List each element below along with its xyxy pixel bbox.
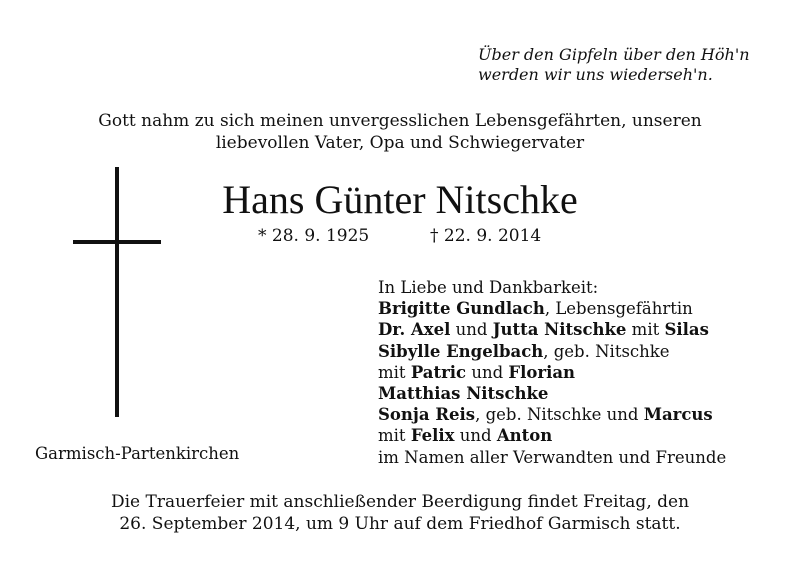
death-date: † 22. 9. 2014 (430, 226, 542, 246)
funeral-line-1: Die Trauerfeier mit anschließender Beerdigung findet Freitag, den (110, 492, 690, 512)
mourner-line (378, 404, 726, 425)
mourners-heading: In Liebe und Dankbarkeit: (378, 278, 599, 297)
mourner-relation: , geb. Nitschke (543, 341, 670, 361)
mourner-name: Felix (410, 426, 455, 446)
connector-text: mit (378, 426, 411, 446)
mourner-name: Florian (508, 362, 576, 382)
cross-icon-bar (73, 240, 161, 244)
mourner-name: Patric (410, 362, 467, 382)
mourner-line (378, 298, 726, 319)
poem-line-2: werden wir uns wiederseh'n. (478, 65, 713, 84)
mourner-name: Jutta Nitschke (492, 320, 627, 340)
connector-text: und (466, 362, 509, 382)
mourner-line (378, 383, 726, 404)
funeral-info (0, 491, 800, 535)
intro-line-2: liebevollen Vater, Opa und Schwiegervater (215, 133, 585, 153)
mourner-closing: im Namen aller Verwandten und Freunde (378, 447, 727, 467)
intro-line-1: Gott nahm zu sich meinen unvergesslichen Lebensgefährten, unseren (98, 111, 702, 131)
connector-text: und (454, 426, 497, 446)
place-name: Garmisch-Partenkirchen (35, 444, 240, 463)
poem-line-1: Über den Gipfeln über den Höh'n (478, 45, 750, 64)
poem-quote (478, 45, 750, 85)
birth-date: * 28. 9. 1925 (258, 226, 370, 246)
connector-text: mit (626, 320, 665, 340)
connector-text: mit (378, 362, 411, 382)
mourner-name: Anton (496, 426, 553, 446)
mourner-line (378, 362, 726, 383)
mourner-relation: , geb. Nitschke und (475, 405, 644, 425)
funeral-line-2: 26. September 2014, um 9 Uhr auf dem Friedhof Garmisch statt. (119, 514, 681, 534)
mourner-relation: , Lebensgefährtin (544, 299, 693, 319)
deceased-name: Hans Günter Nitschke (222, 177, 578, 222)
mourners-list (378, 277, 726, 468)
intro-text (0, 110, 800, 154)
mourner-name: Sibylle Engelbach (378, 341, 544, 361)
mourner-name: Silas (664, 320, 709, 340)
mourner-name: Dr. Axel (378, 320, 451, 340)
mourner-line (378, 425, 726, 446)
connector-text: und (450, 320, 493, 340)
mourner-line (378, 341, 726, 362)
mourner-name: Sonja Reis (378, 405, 476, 425)
mourner-name: Brigitte Gundlach (378, 299, 545, 319)
mourner-line (378, 319, 726, 340)
mourner-name: Matthias Nitschke (378, 384, 549, 404)
mourner-name: Marcus (643, 405, 713, 425)
